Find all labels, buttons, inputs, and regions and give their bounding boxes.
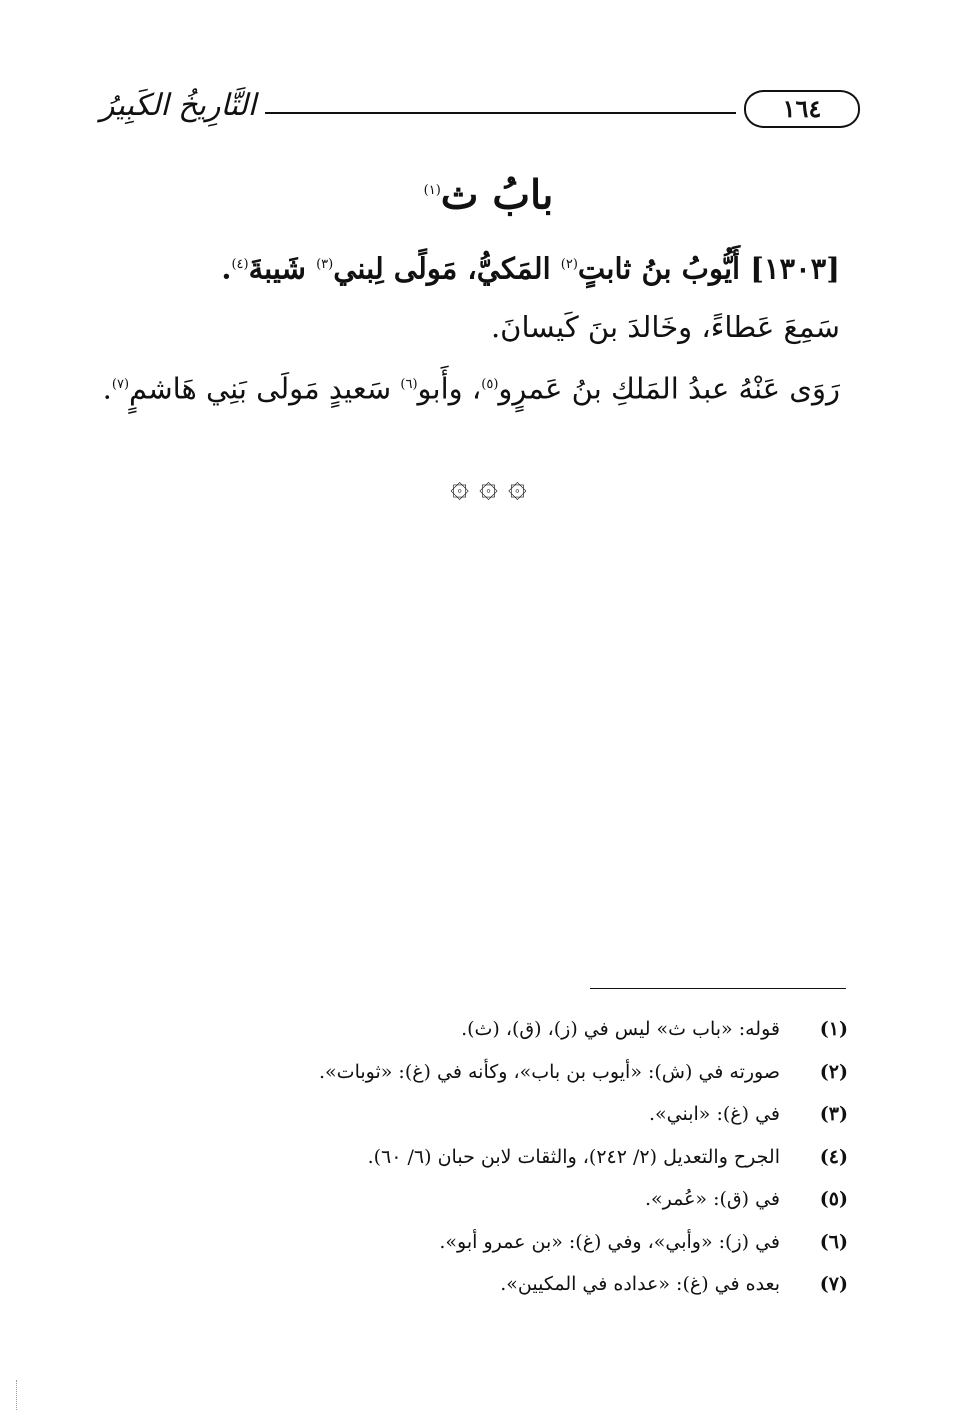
entry-heading — [110, 236, 840, 298]
footnote-ref: (٦) — [400, 376, 418, 392]
footnote-number: (٣) — [819, 1103, 848, 1125]
footnote-text: الجرح والتعديل (٢/ ٢٤٢)، والثقات لابن حبان (٦/ ٦٠). — [367, 1145, 780, 1168]
footnote-ref: (٣) — [316, 257, 334, 272]
running-header — [100, 86, 860, 126]
footnote-number: (٤) — [819, 1145, 848, 1168]
entry-tribe: شَيبةَ — [248, 251, 306, 286]
book-title: التَّارِيخُ الكَبِيرُ — [100, 88, 257, 123]
footnote-ref: (١) — [423, 183, 441, 198]
footnote-number: (٧) — [819, 1273, 848, 1295]
footnotes — [200, 1008, 848, 1306]
scan-margin-marks — [16, 1380, 19, 1410]
footnote-item — [200, 1093, 848, 1136]
students-text-3: سَعيدٍ مَولَى بَنِي هَاشمٍ — [129, 371, 392, 406]
footnote-item — [200, 1051, 848, 1094]
footnote-number: (٢) — [819, 1060, 848, 1083]
footnote-text: بعده في (غ): «عداده في المكيين». — [500, 1273, 780, 1295]
section-ornament: ۞ ۞ ۞ — [450, 466, 527, 504]
footnote-item — [200, 1008, 848, 1051]
header-rule — [265, 112, 736, 114]
biography-entry — [102, 236, 840, 417]
entry-students-line — [102, 356, 840, 418]
footnote-text: في (ق): «عُمر». — [644, 1188, 780, 1210]
footnote-text: في (غ): «ابني». — [649, 1103, 780, 1125]
footnote-ref: (٧) — [111, 376, 130, 392]
entry-number: [١٣٠٣] — [750, 251, 840, 286]
footnote-rule — [590, 988, 846, 989]
entry-period: . — [221, 251, 232, 286]
footnote-item — [200, 1263, 848, 1306]
chapter-title: بابُ ث — [440, 171, 554, 219]
footnote-number: (٥) — [819, 1188, 848, 1210]
footnote-item — [200, 1136, 848, 1179]
footnote-item — [200, 1178, 848, 1221]
page-number: ١٦٤ — [744, 90, 860, 128]
entry-nisba: المَكيُّ، مَولًى لِبني — [333, 251, 551, 286]
entry-teachers-line: سَمِعَ عَطاءً، وخَالدَ بنَ كَيسانَ. — [490, 309, 840, 344]
footnote-ref: (٢) — [560, 257, 578, 272]
footnote-number: (١) — [819, 1018, 848, 1040]
footnote-text: في (ز): «وأبي»، وفي (غ): «بن عمرو أبو». — [439, 1230, 780, 1253]
footnote-number: (٦) — [819, 1230, 848, 1253]
footnote-ref: (٥) — [481, 376, 499, 392]
footnote-ref: (٤) — [231, 257, 249, 272]
footnote-text: صورته في (ش): «أيوب بن باب»، وكأنه في (غ): «ثوبات». — [319, 1060, 780, 1083]
footnote-text: قوله: «باب ث» ليس في (ز)، (ق)، (ث). — [461, 1018, 780, 1040]
students-period: . — [102, 371, 112, 406]
footnote-item — [200, 1221, 848, 1264]
chapter-heading — [0, 156, 977, 230]
entry-name: أَيُّوبُ بنُ ثابتٍ — [577, 251, 741, 286]
students-text-2: ، وأَبو — [417, 371, 482, 406]
students-text-1: رَوَى عَنْهُ عبدُ المَلكِ بنُ عَمرٍو — [498, 371, 840, 406]
